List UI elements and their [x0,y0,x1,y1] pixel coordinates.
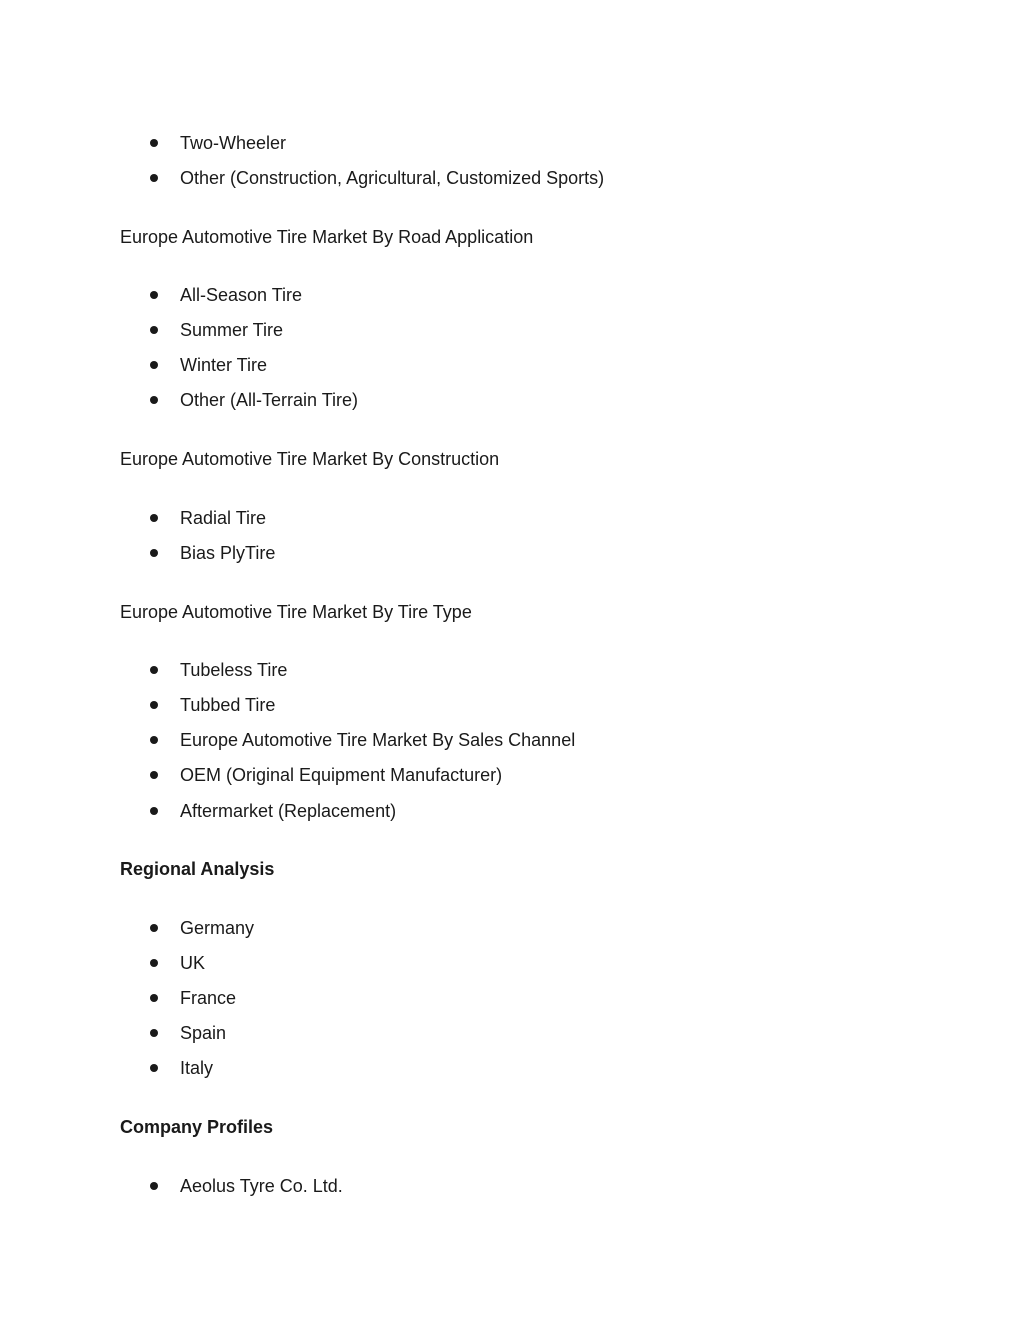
list-item-text: Other (All-Terrain Tire) [180,390,359,410]
section-heading-road-application: Europe Automotive Tire Market By Road Application [120,227,534,247]
section-heading-tire-type: Europe Automotive Tire Market By Tire Type [120,602,472,622]
list-item-text: Bias PlyTire [180,543,276,563]
list-item-text: Europe Automotive Tire Market By Sales Channel [180,730,576,750]
list-item-text: UK [180,953,206,973]
bullet-icon [150,666,158,674]
bullet-icon [150,701,158,709]
list-item-text: Two-Wheeler [180,133,287,153]
list-item-text: Radial Tire [180,508,267,528]
bullet-icon [150,1064,158,1072]
bullet-icon [150,514,158,522]
bullet-icon [150,1182,158,1190]
bullet-icon [150,771,158,779]
bullet-icon [150,959,158,967]
bullet-icon [150,807,158,815]
bullet-icon [150,994,158,1002]
bullet-icon [150,291,158,299]
list-item-text: All-Season Tire [180,285,303,305]
list-item-text: France [180,988,237,1008]
bullet-icon [150,396,158,404]
bullet-icon [150,174,158,182]
bullet-icon [150,549,158,557]
section-heading-construction: Europe Automotive Tire Market By Construction [120,449,500,469]
section-heading-regional-analysis: Regional Analysis [120,859,275,879]
list-item-text: Aeolus Tyre Co. Ltd. [180,1176,343,1196]
section-heading-company-profiles: Company Profiles [120,1117,274,1137]
list-item-text: Tubbed Tire [180,695,276,715]
list-item-text: Winter Tire [180,355,268,375]
bullet-icon [150,139,158,147]
list-item-text: Italy [180,1058,214,1078]
bullet-icon [150,361,158,369]
bullet-icon [150,326,158,334]
list-item-text: Tubeless Tire [180,660,288,680]
bullet-icon [150,736,158,744]
list-item-text: Aftermarket (Replacement) [180,801,397,821]
list-item-text: Summer Tire [180,320,284,340]
bullet-icon [150,924,158,932]
list-item-text: OEM (Original Equipment Manufacturer) [180,765,503,785]
list-item-text: Spain [180,1023,227,1043]
list-item-text: Germany [180,918,255,938]
list-item-text: Other (Construction, Agricultural, Customized Sports) [180,168,605,188]
bullet-icon [150,1029,158,1037]
